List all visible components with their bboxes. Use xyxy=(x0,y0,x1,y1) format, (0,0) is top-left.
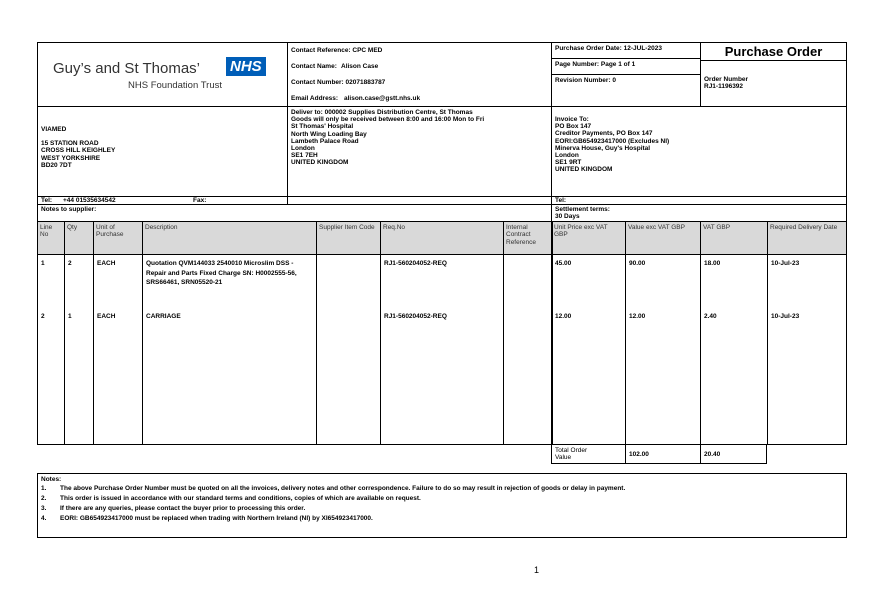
deliver-line: London xyxy=(291,145,315,153)
deliver-line: UNITED KINGDOM xyxy=(291,159,349,167)
contact-name-label: Contact Name: xyxy=(291,63,337,70)
table-cell: 2 xyxy=(68,260,72,267)
contact-number: Contact Number: 02071883787 xyxy=(291,79,386,86)
table-cell: EACH xyxy=(97,260,116,267)
po-date: Purchase Order Date: 12-JUL-2023 xyxy=(555,45,662,52)
column-header: VAT GBP xyxy=(703,224,731,231)
total-value-cell xyxy=(625,444,701,464)
email: alison.case@gstt.nhs.uk xyxy=(344,95,421,102)
column-header: Line No xyxy=(40,224,53,239)
contact-name: Alison Case xyxy=(341,63,379,70)
fax-label: Fax: xyxy=(193,197,207,204)
column-divider xyxy=(64,221,65,445)
org-name: Guy’s and St Thomas’ xyxy=(53,60,201,77)
notes-title: Notes: xyxy=(41,476,62,483)
page-number-text: Page Number: Page 1 of 1 xyxy=(555,61,636,68)
table-cell: 90.00 xyxy=(629,260,646,267)
total-vat: 20.40 xyxy=(704,451,721,458)
deliver-line: Lambeth Palace Road xyxy=(291,137,359,145)
email-label: Email Address: xyxy=(291,95,339,102)
total-vat-cell xyxy=(700,444,767,464)
contact-reference: Contact Reference: CPC MED xyxy=(291,47,383,54)
column-header: Req.No xyxy=(383,224,406,231)
order-number-cell xyxy=(700,60,847,107)
table-cell: RJ1-560204052-REQ xyxy=(384,260,447,267)
tel-label: Tel: xyxy=(41,197,53,204)
notes-to-supplier-label: Notes to supplier: xyxy=(41,206,97,213)
invoice-line: SE1 9RT xyxy=(555,159,582,167)
logo-cell xyxy=(37,42,288,107)
column-divider xyxy=(316,221,317,445)
settlement-value: 30 Days xyxy=(555,213,580,220)
page-cell xyxy=(551,58,701,75)
table-cell: 10-Jul-23 xyxy=(771,313,800,320)
deliver-line: Goods will only be received between 8:00 and 16:00 Mon to Fri xyxy=(291,116,485,124)
note-number: 1. xyxy=(41,485,47,492)
total-value: 102.00 xyxy=(629,451,649,458)
column-divider xyxy=(625,221,626,445)
supplier-line: WEST YORKSHIRE xyxy=(41,154,101,162)
invoice-line: UNITED KINGDOM xyxy=(555,166,613,174)
invoice-line: EORI:GB654923417000 (Excludes NI) xyxy=(555,137,670,145)
table-cell: 2.40 xyxy=(704,313,717,320)
column-header: Internal Contract Reference xyxy=(506,224,536,246)
deliver-line: North Wing Loading Bay xyxy=(291,130,367,138)
notes-to-supplier xyxy=(37,204,552,222)
table-cell: EACH xyxy=(97,313,116,320)
column-header: Qty xyxy=(67,224,78,231)
column-header: Value exc VAT GBP xyxy=(628,224,685,231)
notes-box xyxy=(37,473,847,538)
column-header: Unit of Purchase xyxy=(96,224,124,239)
contact-cell xyxy=(287,42,552,107)
note-text: If there are any queries, please contact the buyer prior to processing this order. xyxy=(60,505,306,512)
title-cell xyxy=(700,42,847,61)
order-number-label: Order Number xyxy=(704,76,749,83)
page-number: 1 xyxy=(534,565,540,575)
deliver-line: St Thomas' Hospital xyxy=(291,123,354,131)
column-divider xyxy=(767,221,768,445)
invoice-address xyxy=(551,106,847,197)
table-cell: 10-Jul-23 xyxy=(771,260,800,267)
table-cell: 45.00 xyxy=(555,260,572,267)
supplier-address xyxy=(37,106,288,197)
org-sub: NHS Foundation Trust xyxy=(128,80,222,91)
supplier-line: BD20 7DT xyxy=(41,161,72,169)
note-number: 4. xyxy=(41,515,47,522)
total-label-cell xyxy=(551,444,626,464)
table-cell: RJ1-560204052-REQ xyxy=(384,313,447,320)
settlement-label: Settlement terms: xyxy=(555,206,610,213)
document-title: Purchase Order xyxy=(724,44,823,59)
table-cell: 1 xyxy=(41,260,45,267)
table-cell: 1 xyxy=(68,313,72,320)
po-date-cell xyxy=(551,42,701,59)
deliver-to-address xyxy=(287,106,552,197)
revision-number: Revision Number: 0 xyxy=(555,77,617,84)
table-cell: CARRIAGE xyxy=(146,313,181,320)
column-divider xyxy=(551,221,553,445)
column-divider xyxy=(93,221,94,445)
settlement-terms xyxy=(551,204,847,222)
table-cell: 12.00 xyxy=(629,313,646,320)
column-divider xyxy=(142,221,143,445)
deliver-line: SE1 7EH xyxy=(291,152,318,160)
table-cell: 2 xyxy=(41,313,45,320)
invoice-line: Invoice To: xyxy=(555,116,589,123)
supplier-line: VIAMED xyxy=(41,126,67,133)
column-divider xyxy=(503,221,504,445)
nhs-logo: NHS xyxy=(226,57,266,76)
column-header: Required Delivery Date xyxy=(770,224,838,231)
invoice-line: Creditor Payments, PO Box 147 xyxy=(555,130,653,138)
column-header: Supplier Item Code xyxy=(319,224,375,231)
supplier-tel: +44 01535634542 xyxy=(63,197,116,204)
deliver-line: Deliver to: 000002 Supplies Distribution Centre, St Thomas xyxy=(291,109,473,116)
invoice-line: London xyxy=(555,152,579,160)
revision-cell xyxy=(551,74,701,107)
invoice-tel-label: Tel: xyxy=(555,197,567,204)
column-divider xyxy=(700,221,701,445)
note-text: EORI: GB654923417000 must be replaced when trading with Northern Ireland (NI) by XI654923417000. xyxy=(60,515,373,522)
total-label: Total Order Value xyxy=(555,447,588,461)
note-text: The above Purchase Order Number must be quoted on all the invoices, delivery notes and other correspondence. Failure to do so may result in rejection of goods or delay in payment. xyxy=(60,485,626,492)
invoice-line: PO Box 147 xyxy=(555,123,592,131)
supplier-line: 15 STATION ROAD xyxy=(41,140,99,148)
column-header: Unit Price exc VAT GBP xyxy=(554,224,608,239)
table-cell: 18.00 xyxy=(704,260,721,267)
column-header: Description xyxy=(145,224,178,231)
supplier-line: CROSS HILL KEIGHLEY xyxy=(41,147,116,155)
table-cell: 12.00 xyxy=(555,313,572,320)
note-number: 3. xyxy=(41,505,47,512)
column-divider xyxy=(380,221,381,445)
invoice-line: Minerva House, Guy's Hospital xyxy=(555,144,651,152)
table-cell: Quotation QVM144033 2540010 Microslim DSS - Repair and Parts Fixed Charge SN: H0002555-56, SRS66461, SRN05520-21 xyxy=(146,260,297,286)
note-number: 2. xyxy=(41,495,47,502)
note-text: This order is issued in accordance with our standard terms and conditions, copies of which are available on request. xyxy=(60,495,421,502)
order-number: RJ1-1196392 xyxy=(704,83,744,90)
